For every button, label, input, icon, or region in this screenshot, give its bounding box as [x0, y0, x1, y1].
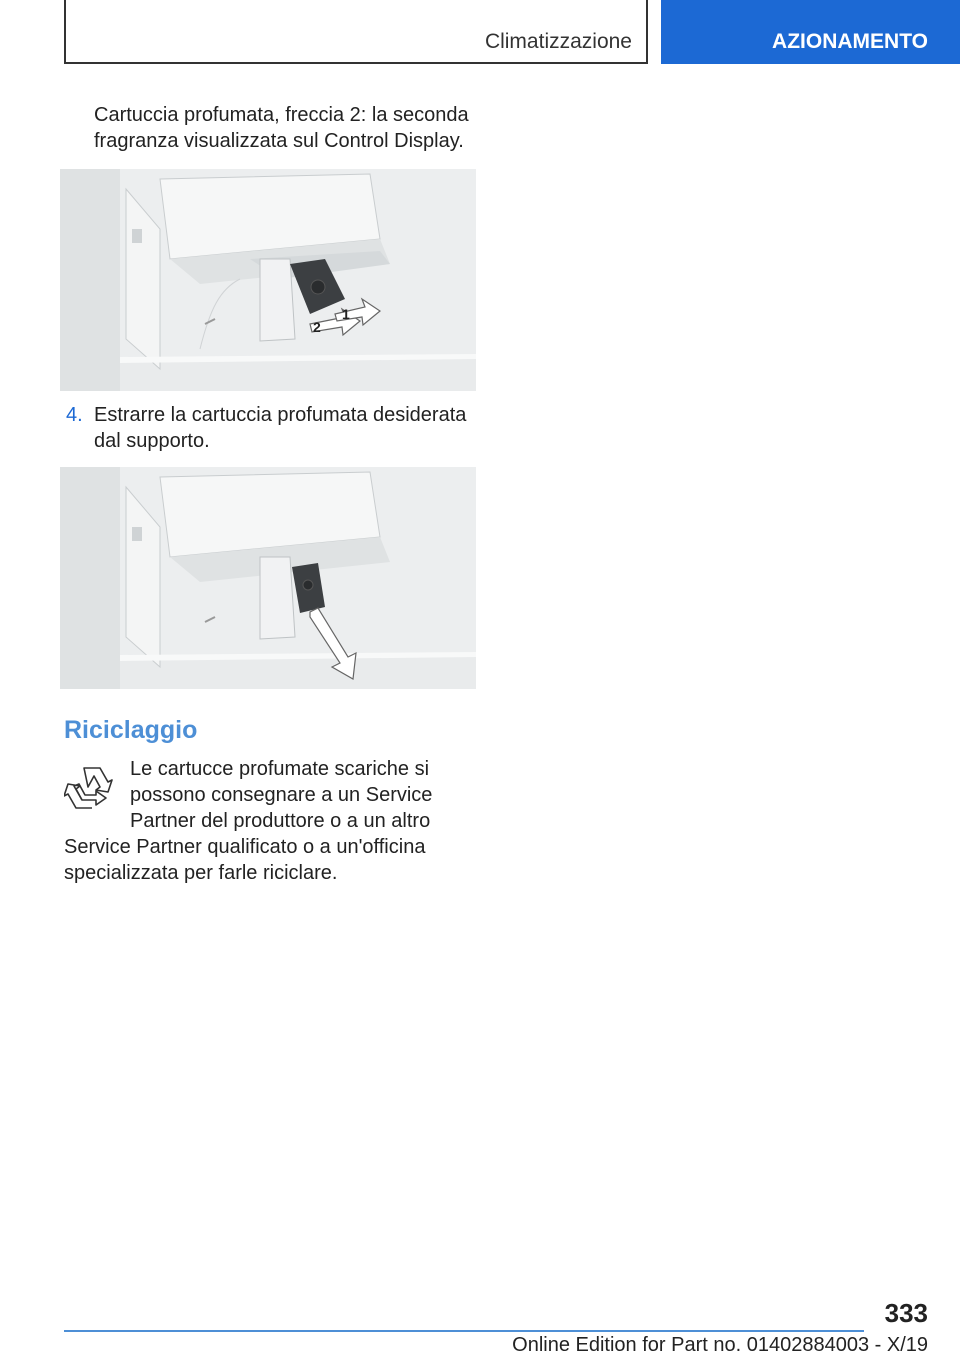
- section-heading: Riciclaggio: [64, 716, 198, 744]
- intro-paragraph: Cartuccia profumata, freccia 2: la seconda fragranza visualizzata sul Control Display.: [94, 104, 469, 152]
- figure-label-2: 2: [313, 319, 321, 335]
- footer-edition: Online Edition for Part no. 01402884003 - X/19: [512, 1334, 928, 1356]
- header-section-title: Climatizzazione: [484, 30, 632, 53]
- header-chapter-box: [661, 0, 960, 64]
- footer-rule: [64, 1330, 864, 1332]
- step-text: Estrarre la cartuccia profumata desiderata dal supporto.: [94, 404, 467, 452]
- page-number: 333: [884, 1298, 928, 1328]
- header-section-box: [64, 0, 648, 64]
- figure-remove-cartridge: [60, 467, 476, 689]
- header-chapter-title: AZIONAMENTO: [772, 30, 928, 53]
- figure-label-1: 1: [342, 306, 350, 322]
- figure-cartridge-arrows: [60, 169, 476, 391]
- step-number: 4.: [66, 404, 83, 426]
- recycle-paragraph: [64, 756, 478, 886]
- recycle-text: Le cartucce profumate scariche si possono consegnare a un Service Partner del produttore o a un altro Service Partner qualificato o a un'officina specializzata per farle riciclare.: [64, 758, 433, 884]
